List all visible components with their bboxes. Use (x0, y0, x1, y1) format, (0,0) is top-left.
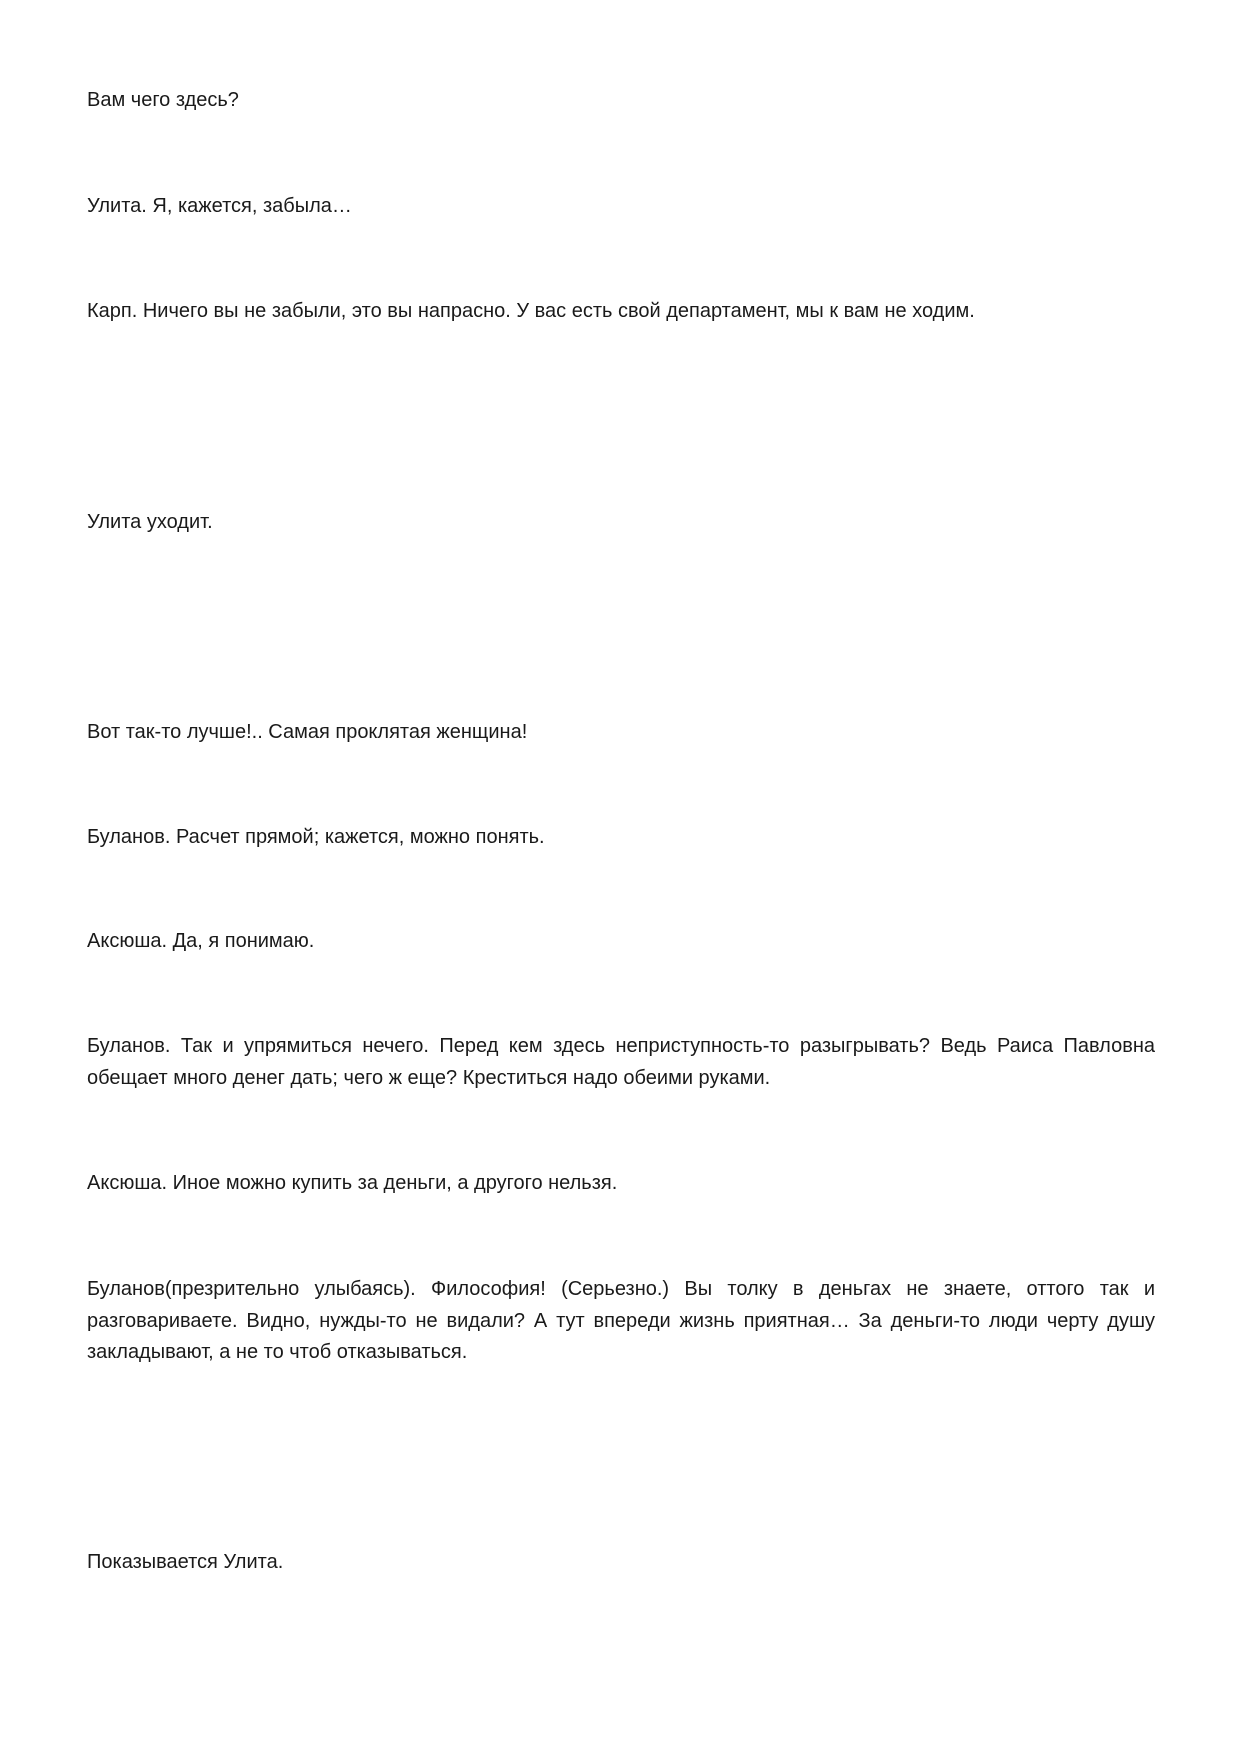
stage-direction-ulita-appears: Показывается Улита. (87, 1551, 284, 1573)
paragraph-line-vot-tak: Вот так-то лучше!.. Самая проклятая женщина! (87, 721, 528, 743)
paragraph-line-ulita: Улита. Я, кажется, забыла… (87, 195, 352, 217)
paragraph-line-karp: Карп. Ничего вы не забыли, это вы напрасно. У вас есть свой департамент, мы к вам не ходим. (87, 300, 975, 322)
paragraph-line-bulanov-3: Буланов(презрительно улыбаясь). Философия! (Серьезно.) Вы толку в деньгах не знаете, оттого так и разговариваете. Видно, нужды-то не видали? А тут впереди жизнь приятная… За деньги-то люди черту душу закладывают, а не то чтоб отказываться. (87, 1278, 1155, 1363)
paragraph-line-aksyusha-1: Аксюша. Да, я понимаю. (87, 930, 315, 952)
paragraph-line-bulanov-1: Буланов. Расчет прямой; кажется, можно понять. (87, 826, 545, 848)
paragraph-line-aksyusha-2: Аксюша. Иное можно купить за деньги, а другого нельзя. (87, 1172, 618, 1194)
paragraph-line-bulanov-2: Буланов. Так и упрямиться нечего. Перед кем здесь неприступность-то разыгрывать? Ведь Раиса Павловна обещает много денег дать; чего ж еще? Креститься надо обеими руками. (87, 1035, 1155, 1089)
paragraph-line-vam-chego: Вам чего здесь? (87, 89, 239, 111)
stage-direction-ulita-leaves: Улита уходит. (87, 511, 213, 533)
